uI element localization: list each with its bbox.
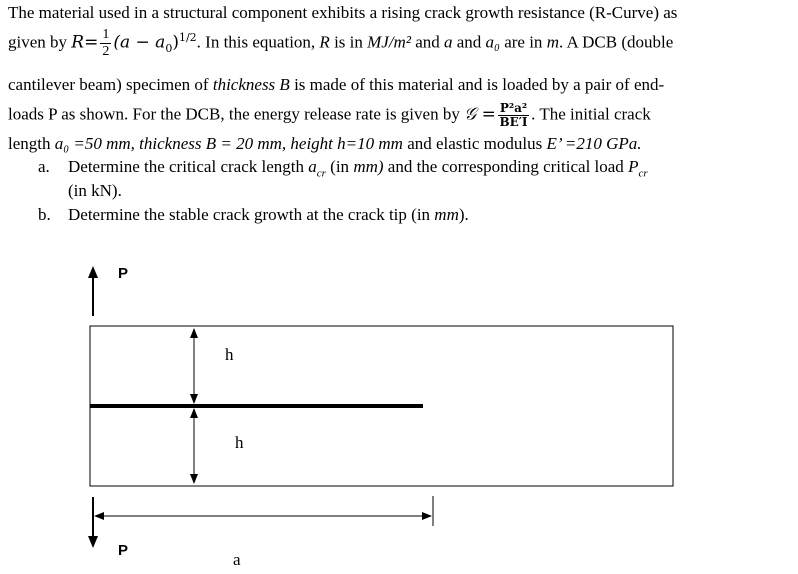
pcr-subscript: cr bbox=[638, 167, 648, 180]
part-b-marker: b. bbox=[38, 205, 51, 224]
line-3-post: is made of this material and is loaded by a pair of end- bbox=[294, 75, 665, 94]
part-b-close: ). bbox=[458, 205, 469, 224]
a0-symbol: a₀ bbox=[485, 32, 500, 52]
r-symbol-2: R bbox=[319, 32, 330, 52]
given-by-text: given by bbox=[8, 32, 68, 52]
dcb-intro-text: . A DCB (double bbox=[558, 32, 674, 52]
part-a-text-3: and the corresponding critical load bbox=[387, 157, 624, 176]
line-3-pre: cantilever beam) specimen of bbox=[8, 75, 209, 94]
given-parameters: a₀ =50 mm, thickness B = 20 mm, height h=10 mm bbox=[54, 134, 403, 153]
and-text: and bbox=[415, 32, 440, 52]
close-paren: ) bbox=[172, 32, 179, 53]
half-exponent: 1/2 bbox=[178, 30, 197, 44]
a-symbol: a bbox=[443, 32, 453, 52]
r-symbol: R bbox=[71, 32, 85, 53]
part-a-marker: a. bbox=[38, 157, 50, 176]
line-5-mid: and elastic modulus bbox=[407, 134, 543, 153]
top-load-label: P bbox=[118, 265, 129, 282]
elastic-modulus: E’ =210 GPa. bbox=[546, 134, 642, 153]
crack-length-label: a bbox=[233, 550, 241, 569]
line-1-text: The material used in a structural component exhibits a rising crack growth resistance (R-Curve) as bbox=[8, 3, 678, 22]
paren-expression: (a − a bbox=[113, 32, 166, 53]
mm-unit: mm) bbox=[353, 157, 384, 176]
part-a-text-1: Determine the critical crack length bbox=[68, 157, 304, 176]
upper-h-label: h bbox=[225, 345, 234, 364]
part-a-text-2: (in bbox=[330, 157, 350, 176]
line-4-pre: loads P as shown. For the DCB, the energy release rate is given by bbox=[8, 104, 460, 124]
part-b-mm: mm bbox=[434, 205, 459, 224]
line-4-post: . The initial crack bbox=[531, 104, 651, 124]
fraction-numerator: 1 bbox=[102, 27, 110, 42]
eq-intro-text: . In this equation, bbox=[196, 32, 316, 52]
lower-h-label: h bbox=[235, 433, 244, 452]
bottom-load-arrow bbox=[88, 497, 98, 548]
m-unit: m bbox=[546, 32, 559, 52]
r-unit: MJ/m² bbox=[367, 32, 411, 52]
is-in-text: is in bbox=[334, 32, 363, 52]
g-numerator: P²a² bbox=[499, 101, 528, 115]
crack-length-dimension bbox=[94, 496, 433, 526]
energy-release-symbol: 𝒢 = bbox=[464, 104, 496, 125]
part-a-kn: (in kN). bbox=[68, 181, 122, 200]
g-denominator: BE′I bbox=[499, 114, 528, 129]
bottom-load-label: P bbox=[118, 542, 129, 559]
fraction-denominator: 2 bbox=[102, 43, 110, 59]
thickness-b: thickness B bbox=[212, 75, 290, 94]
a0-subscript: 0 bbox=[165, 41, 173, 55]
top-load-arrow bbox=[88, 266, 98, 316]
acr-symbol: a bbox=[308, 157, 317, 176]
and-text-2: and bbox=[456, 32, 482, 52]
acr-subscript: cr bbox=[316, 167, 326, 180]
upper-h-dimension bbox=[190, 328, 198, 404]
equals-sign: = bbox=[84, 32, 99, 53]
pcr-symbol: P bbox=[628, 157, 639, 176]
lower-h-dimension bbox=[190, 408, 198, 484]
part-b-text-1: Determine the stable crack growth at the crack tip (in bbox=[68, 205, 431, 224]
line-5-pre: length bbox=[8, 134, 51, 153]
are-in-text: are in bbox=[504, 32, 543, 52]
